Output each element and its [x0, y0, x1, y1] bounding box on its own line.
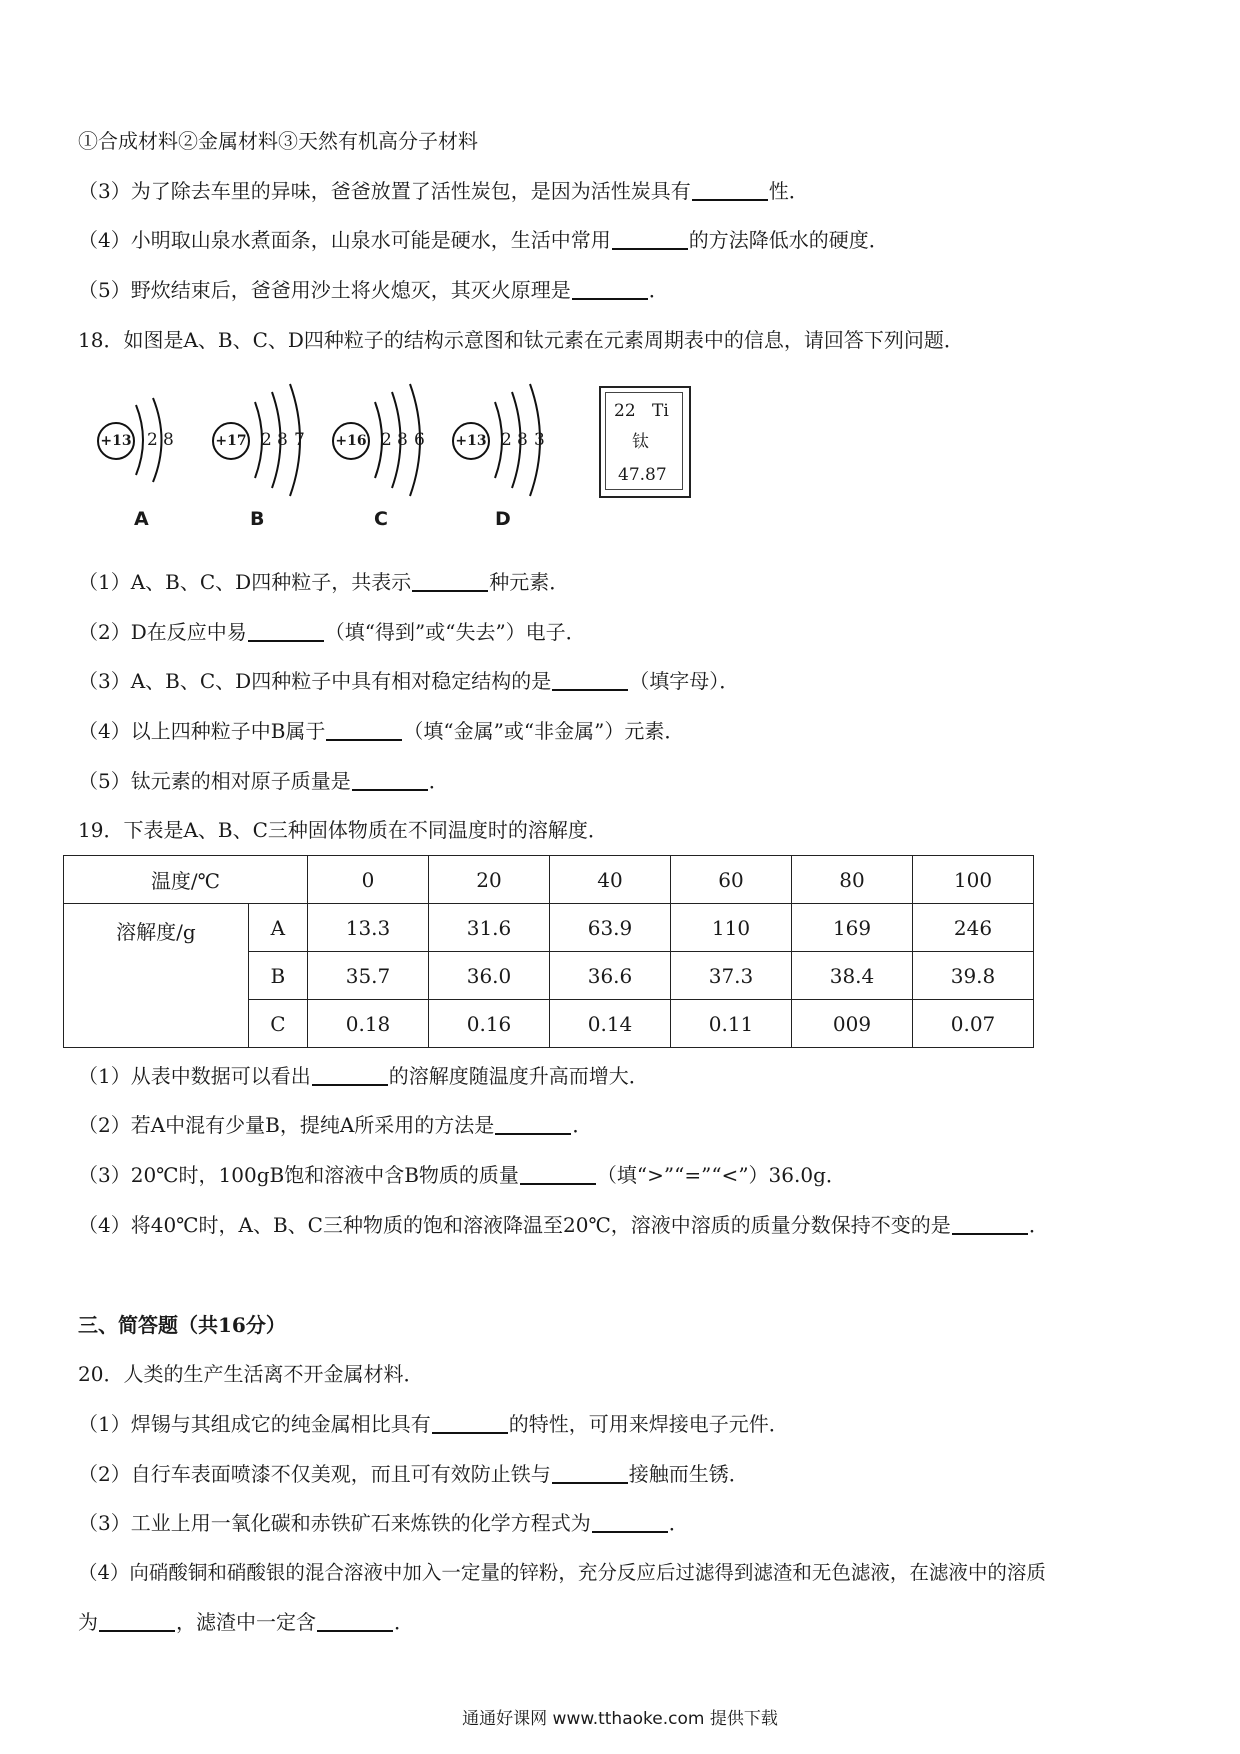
question-18-3 — [78, 666, 739, 696]
element-symbol: Ti — [652, 401, 669, 421]
value-cell: 0.07 — [913, 1000, 1034, 1048]
q18-stem-text: 18．如图是A、B、C、D四种粒子的结构示意图和钛元素在元素周期表中的信息，请回答下列问题． — [78, 328, 964, 352]
answer-blank[interactable] — [495, 1113, 571, 1135]
substance-name: C — [248, 1000, 307, 1048]
table-row — [64, 856, 1034, 904]
solubility-header: 溶解度/g — [64, 904, 249, 1048]
question-19-2 — [78, 1110, 592, 1140]
section-title — [78, 1310, 286, 1340]
q18-1-text: （1）A、B、C、D四种粒子，共表示 — [78, 570, 412, 594]
q20-1-text: （1）焊锡与其组成它的纯金属相比具有 — [78, 1412, 431, 1436]
value-cell: 36.6 — [550, 952, 671, 1000]
q19-stem-text: 19．下表是A、B、C三种固体物质在不同温度时的溶解度． — [78, 818, 608, 842]
q20-2-tail: 接触而生锈． — [628, 1462, 749, 1486]
shell-count: 8 — [517, 430, 528, 450]
shell-count: 8 — [397, 430, 408, 450]
answer-blank[interactable] — [952, 1213, 1028, 1235]
q19-4-tail: ． — [1028, 1213, 1049, 1237]
q18-2-text: （2）D在反应中易 — [78, 620, 247, 644]
q20-4b-tail: ． — [394, 1610, 414, 1634]
table-row — [64, 904, 1034, 952]
q20-2-text: （2）自行车表面喷漆不仅美观，而且可有效防止铁与 — [78, 1462, 551, 1486]
q17-4-tail: 的方法降低水的硬度． — [688, 228, 889, 252]
answer-blank[interactable] — [592, 1511, 668, 1533]
value-cell: 0.18 — [308, 1000, 429, 1048]
answer-blank[interactable] — [326, 719, 402, 741]
answer-blank[interactable] — [317, 1610, 393, 1632]
value-cell: 169 — [792, 904, 913, 952]
value-cell: 110 — [671, 904, 792, 952]
q19-2-tail: ． — [572, 1113, 593, 1137]
answer-blank[interactable] — [99, 1610, 175, 1632]
question-18-2 — [78, 617, 586, 647]
shell-count: 2 — [147, 430, 158, 450]
nucleus-c: +16 — [332, 422, 370, 460]
atom-label-d: D — [495, 508, 511, 530]
value-cell: 36.0 — [429, 952, 550, 1000]
shell-count: 8 — [163, 430, 174, 450]
value-cell: 63.9 — [550, 904, 671, 952]
answer-blank[interactable] — [520, 1163, 596, 1185]
question-20-stem — [78, 1359, 423, 1389]
answer-blank[interactable] — [552, 669, 628, 691]
solubility-table — [63, 855, 1034, 1048]
q19-4-text: （4）将40℃时，A、B、C三种物质的饱和溶液降温至20℃，溶液中溶质的质量分数保持不变的是 — [78, 1213, 951, 1237]
q17-3-tail: 性． — [768, 179, 809, 203]
atomic-mass: 47.87 — [618, 465, 667, 485]
materials-text: ①合成材料②金属材料③天然有机高分子材料 — [78, 129, 478, 153]
q18-3-tail: （填字母）． — [629, 669, 740, 693]
value-cell: 0.16 — [429, 1000, 550, 1048]
q19-2-text: （2）若A中混有少量B，提纯A所采用的方法是 — [78, 1113, 495, 1137]
value-cell: 37.3 — [671, 952, 792, 1000]
question-20-4-continued — [78, 1607, 414, 1637]
answer-blank[interactable] — [432, 1412, 508, 1434]
q19-1-tail: 的溶解度随温度升高而增大． — [388, 1064, 649, 1088]
nucleus-b: +17 — [212, 422, 250, 460]
question-19-3 — [78, 1160, 846, 1190]
shell-count: 2 — [381, 430, 392, 450]
question-20-4 — [78, 1558, 1046, 1588]
q18-3-text: （3）A、B、C、D四种粒子中具有相对稳定结构的是 — [78, 669, 552, 693]
question-18-4 — [78, 716, 684, 746]
value-cell: 009 — [792, 1000, 913, 1048]
atomic-number: 22 — [614, 401, 636, 421]
substance-name: B — [248, 952, 307, 1000]
element-name: 钛 — [632, 432, 649, 452]
q18-2-tail: （填“得到”或“失去”）电子． — [324, 620, 586, 644]
temp-cell: 20 — [429, 856, 550, 904]
shell-count: 8 — [277, 430, 288, 450]
question-20-1 — [78, 1409, 789, 1439]
value-cell: 31.6 — [429, 904, 550, 952]
nucleus-d: +13 — [452, 422, 490, 460]
question-19-1 — [78, 1061, 649, 1091]
answer-blank[interactable] — [352, 769, 428, 791]
answer-blank[interactable] — [248, 620, 324, 642]
q20-4b-text: 为 — [78, 1610, 98, 1634]
atom-label-c: C — [374, 508, 388, 530]
q20-3-text: （3）工业上用一氧化碳和赤铁矿石来炼铁的化学方程式为 — [78, 1511, 591, 1535]
q20-4-text: （4）向硝酸铜和硝酸银的混合溶液中加入一定量的锌粉，充分反应后过滤得到滤渣和无色滤液，在滤液中的溶质 — [78, 1561, 1046, 1584]
question-20-2 — [78, 1459, 749, 1489]
q20-stem-text: 20．人类的生产生活离不开金属材料． — [78, 1362, 424, 1386]
temp-cell: 80 — [792, 856, 913, 904]
q17-4-text: （4）小明取山泉水煮面条，山泉水可能是硬水，生活中常用 — [78, 228, 611, 252]
page-footer: 通通好课网 www.tthaoke.com 提供下载 — [462, 1709, 778, 1729]
shell-count: 6 — [414, 430, 425, 450]
q18-4-text: （4）以上四种粒子中B属于 — [78, 719, 326, 743]
q17-5-tail: ． — [648, 278, 669, 302]
q17-5-text: （5）野炊结束后，爸爸用沙土将火熄灭，其灭火原理是 — [78, 278, 571, 302]
value-cell: 246 — [913, 904, 1034, 952]
q18-5-tail: ． — [428, 769, 449, 793]
value-cell: 13.3 — [308, 904, 429, 952]
value-cell: 39.8 — [913, 952, 1034, 1000]
answer-blank[interactable] — [552, 1462, 628, 1484]
temp-cell: 60 — [671, 856, 792, 904]
question-18-5 — [78, 766, 449, 796]
nucleus-a: +13 — [97, 422, 135, 460]
q20-4b-mid: ，滤渣中一定含 — [176, 1610, 316, 1634]
temp-cell: 40 — [550, 856, 671, 904]
value-cell: 0.11 — [671, 1000, 792, 1048]
temp-header: 温度/℃ — [64, 856, 308, 904]
temp-cell: 100 — [913, 856, 1034, 904]
temp-cell: 0 — [308, 856, 429, 904]
atom-label-a: A — [134, 508, 149, 530]
value-cell: 38.4 — [792, 952, 913, 1000]
value-cell: 0.14 — [550, 1000, 671, 1048]
shell-count: 3 — [534, 430, 545, 450]
q19-3-tail: （填“>”“=”“<”）36.0g． — [596, 1163, 846, 1187]
q18-4-tail: （填“金属”或“非金属”）元素． — [403, 719, 685, 743]
substance-name: A — [248, 904, 307, 952]
question-19-4 — [78, 1210, 1049, 1240]
q18-5-text: （5）钛元素的相对原子质量是 — [78, 769, 351, 793]
answer-blank[interactable] — [312, 1064, 388, 1086]
q20-3-tail: ． — [668, 1511, 689, 1535]
section-3-title-text: 三、简答题（共16分） — [78, 1313, 286, 1337]
shell-count: 7 — [294, 430, 305, 450]
answer-blank[interactable] — [412, 570, 488, 592]
question-19-stem — [78, 815, 608, 845]
q20-1-tail: 的特性，可用来焊接电子元件． — [508, 1412, 789, 1436]
q17-3-text: （3）为了除去车里的异味，爸爸放置了活性炭包，是因为活性炭具有 — [78, 179, 691, 203]
q19-1-text: （1）从表中数据可以看出 — [78, 1064, 311, 1088]
value-cell: 35.7 — [308, 952, 429, 1000]
shell-count: 2 — [501, 430, 512, 450]
atom-label-b: B — [250, 508, 265, 530]
q18-1-tail: 种元素． — [489, 570, 570, 594]
shell-count: 2 — [261, 430, 272, 450]
question-20-3 — [78, 1508, 689, 1538]
q19-3-text: （3）20℃时，100gB饱和溶液中含B物质的质量 — [78, 1163, 519, 1187]
question-18-1 — [78, 567, 569, 597]
